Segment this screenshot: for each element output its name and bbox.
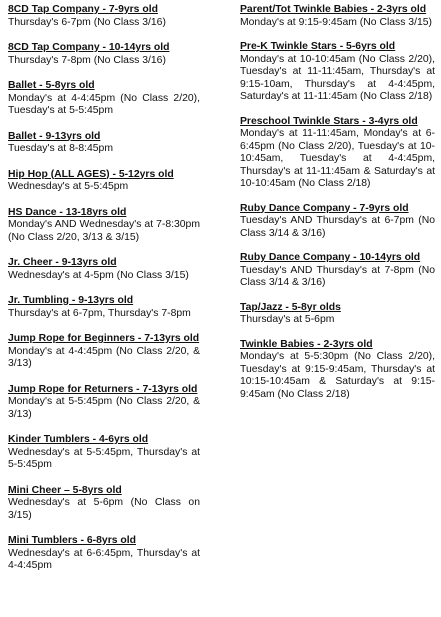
class-schedule: Monday's AND Wednesday's at 7-8:30pm (No Class 2/20, 3/13 & 3/15) <box>8 219 200 243</box>
class-title: HS Dance - 13-18yrs old <box>8 206 127 218</box>
class-title: Ballet - 9-13yrs old <box>8 130 101 142</box>
class-schedule: Thursday's 6-7pm (No Class 3/16) <box>8 16 166 28</box>
class-title: 8CD Tap Company - 7-9yrs old <box>8 4 158 15</box>
class-schedule: Thursday's 7-8pm (No Class 3/16) <box>8 54 166 66</box>
class-title: 8CD Tap Company - 10-14yrs old <box>8 42 170 53</box>
class-entry <box>8 384 200 422</box>
class-title: Parent/Tot Twinkle Babies - 2-3yrs old <box>240 4 427 15</box>
class-title: Kinder Tumblers - 4-6yrs old <box>8 434 149 445</box>
class-entry <box>240 339 435 402</box>
class-schedule: Wednesday's at 6-6:45pm, Thursday's at 4-4:45pm <box>8 547 200 571</box>
class-title: Hip Hop (ALL AGES) - 5-12yrs old <box>8 168 174 180</box>
class-title: Preschool Twinkle Stars - 3-4yrs old <box>240 115 418 127</box>
class-schedule: Wednesday's at 5-6pm (No Class on 3/15) <box>8 497 200 521</box>
class-schedule: Monday's at 4-4:45pm (No Class 2/20), Tuesday's at 5-5:45pm <box>8 92 200 116</box>
class-title: Twinkle Babies - 2-3yrs old <box>240 338 373 350</box>
class-entry <box>8 485 200 523</box>
class-schedule: Wednesday's at 4-5pm (No Class 3/15) <box>8 269 189 281</box>
class-title: Tap/Jazz - 5-8yr olds <box>240 301 341 313</box>
class-schedule: Monday's at 9:15-9:45am (No Class 3/15) <box>240 16 432 28</box>
class-schedule: Tuesday's at 8-8:45pm <box>8 143 113 154</box>
left-column <box>8 4 200 573</box>
class-entry <box>240 302 435 327</box>
class-entry <box>240 252 435 290</box>
class-schedule: Thursday's at 5-6pm <box>240 314 335 325</box>
class-title: Ruby Dance Company - 10-14yrs old <box>240 252 421 263</box>
class-schedule: Monday's at 10-10:45am (No Class 2/20), Tuesday's at 11-11:45am, Thursday's at 9:15-10am, Thursday's at 4-4:45pm, Saturday's at 11-11:45am (No Class 2/18) <box>240 53 435 102</box>
class-title: Ballet - 5-8yrs old <box>8 80 95 91</box>
class-entry <box>8 42 200 67</box>
class-entry <box>240 41 435 104</box>
class-entry <box>8 169 200 194</box>
class-title: Jump Rope for Returners - 7-13yrs old <box>8 383 198 395</box>
class-title: Jump Rope for Beginners - 7-13yrs old <box>8 333 200 344</box>
class-schedule: Tuesday's AND Thursday's at 6-7pm (No Class 3/14 & 3/16) <box>240 215 435 239</box>
class-entry <box>8 257 200 282</box>
class-schedule: Monday's at 5-5:30pm (No Class 2/20), Tuesday's at 9:15-9:45am, Thursday's at 10:15-10:45am & Saturday's at 9:15-9:45am (No Class 2/18) <box>240 351 435 400</box>
class-entry <box>8 4 200 29</box>
class-entry <box>240 4 435 29</box>
class-title: Mini Tumblers - 6-8yrs old <box>8 535 136 546</box>
class-title: Pre-K Twinkle Stars - 5-6yrs old <box>240 41 396 52</box>
class-entry <box>8 80 200 118</box>
class-schedule: Wednesday's at 5-5:45pm, Thursday's at 5-5:45pm <box>8 446 200 470</box>
class-schedule: Thursday's at 6-7pm, Thursday's 7-8pm <box>8 307 191 319</box>
class-entry <box>8 434 200 472</box>
class-schedule: Tuesday's AND Thursday's at 7-8pm (No Class 3/14 & 3/16) <box>240 264 435 288</box>
class-entry <box>8 295 200 320</box>
class-schedule: Monday's at 5-5:45pm (No Class 2/20, & 3/13) <box>8 396 200 420</box>
class-schedule: Wednesday's at 5-5:45pm <box>8 181 129 192</box>
class-entry <box>8 333 200 371</box>
class-title: Mini Cheer – 5-8yrs old <box>8 484 122 496</box>
class-title: Jr. Cheer - 9-13yrs old <box>8 257 117 268</box>
class-entry <box>240 203 435 241</box>
class-title: Ruby Dance Company - 7-9yrs old <box>240 202 409 214</box>
class-schedule: Monday's at 4-4:45pm (No Class 2/20, & 3/13) <box>8 345 200 369</box>
class-entry <box>8 131 200 156</box>
class-entry <box>240 116 435 191</box>
class-title: Jr. Tumbling - 9-13yrs old <box>8 295 134 306</box>
class-schedule: Monday's at 11-11:45am, Monday's at 6-6:45pm (No Class 2/20), Tuesday's at 10-10:45am, Tuesday's at 4-4:45pm, Thursday's at 11-11:45am & Saturday's at 10-10:45am (No Class 2/18) <box>240 128 435 189</box>
class-entry <box>8 535 200 573</box>
class-entry <box>8 207 200 245</box>
right-column <box>240 4 435 401</box>
